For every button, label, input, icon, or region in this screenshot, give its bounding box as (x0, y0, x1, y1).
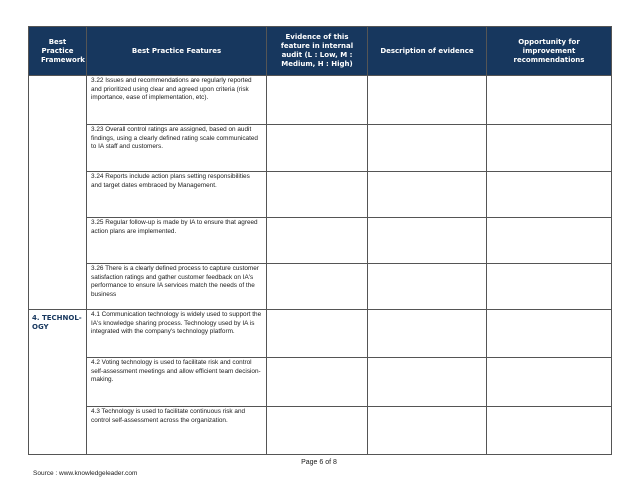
evidence-cell[interactable] (267, 358, 368, 407)
description-cell[interactable] (368, 264, 487, 310)
table-row (29, 358, 612, 407)
framework-cell (29, 76, 87, 310)
feature-cell: 4.1 Communication technology is widely used to support the IA's knowledge sharing process. Technology used by IA is integrated with the company's technology platform. (87, 310, 267, 358)
feature-cell: 3.24 Reports include action plans setting responsibilities and target dates embraced by Management. (87, 172, 267, 218)
opportunity-cell[interactable] (487, 76, 612, 125)
opportunity-cell[interactable] (487, 125, 612, 172)
description-cell[interactable] (368, 218, 487, 264)
feature-cell: 3.25 Regular follow-up is made by IA to ensure that agreed action plans are implemented. (87, 218, 267, 264)
evidence-cell[interactable] (267, 76, 368, 125)
header-framework: Best Practice Framework (29, 27, 87, 76)
evidence-cell[interactable] (267, 172, 368, 218)
opportunity-cell[interactable] (487, 310, 612, 358)
table-row (29, 310, 612, 358)
table-row (29, 264, 612, 310)
opportunity-cell[interactable] (487, 172, 612, 218)
header-description: Description of evidence (368, 27, 487, 76)
header-features: Best Practice Features (87, 27, 267, 76)
description-cell[interactable] (368, 358, 487, 407)
evidence-cell[interactable] (267, 218, 368, 264)
evidence-cell[interactable] (267, 310, 368, 358)
feature-cell: 3.26 There is a clearly defined process to capture customer satisfaction ratings and gather customer feedback on IA's performance to ensure IA services match the needs of the business (87, 264, 267, 310)
feature-cell: 3.23 Overall control ratings are assigned, based on audit findings, using a clearly defined rating scale communicated to IA staff and customers. (87, 125, 267, 172)
page-number: Page 6 of 8 (301, 459, 337, 466)
table-row (29, 172, 612, 218)
opportunity-cell[interactable] (487, 218, 612, 264)
feature-cell: 4.3 Technology is used to facilitate continuous risk and control self-assessment across the organization. (87, 407, 267, 455)
source-credit: Source : www.knowledgeleader.com (33, 470, 138, 477)
evidence-cell[interactable] (267, 407, 368, 455)
table-row (29, 407, 612, 455)
evidence-cell[interactable] (267, 264, 368, 310)
table-row (29, 76, 612, 125)
description-cell[interactable] (368, 125, 487, 172)
opportunity-cell[interactable] (487, 264, 612, 310)
best-practice-table (28, 26, 612, 455)
evidence-cell[interactable] (267, 125, 368, 172)
feature-cell: 4.2 Voting technology is used to facilitate risk and control self-assessment meetings and allow efficient team decision-making. (87, 358, 267, 407)
opportunity-cell[interactable] (487, 407, 612, 455)
description-cell[interactable] (368, 76, 487, 125)
opportunity-cell[interactable] (487, 358, 612, 407)
feature-cell: 3.22 Issues and recommendations are regularly reported and prioritized using clear and agreed upon criteria (risk importance, ease of implementation, etc). (87, 76, 267, 125)
header-evidence: Evidence of this feature in internal audit (L : Low, M : Medium, H : High) (267, 27, 368, 76)
table-row (29, 125, 612, 172)
description-cell[interactable] (368, 310, 487, 358)
table-row (29, 218, 612, 264)
description-cell[interactable] (368, 172, 487, 218)
description-cell[interactable] (368, 407, 487, 455)
header-opportunity: Opportunity for improvement recommendations (487, 27, 612, 76)
header-row (29, 27, 612, 76)
framework-cell: 4. TECHNOL-OGY (29, 310, 87, 455)
